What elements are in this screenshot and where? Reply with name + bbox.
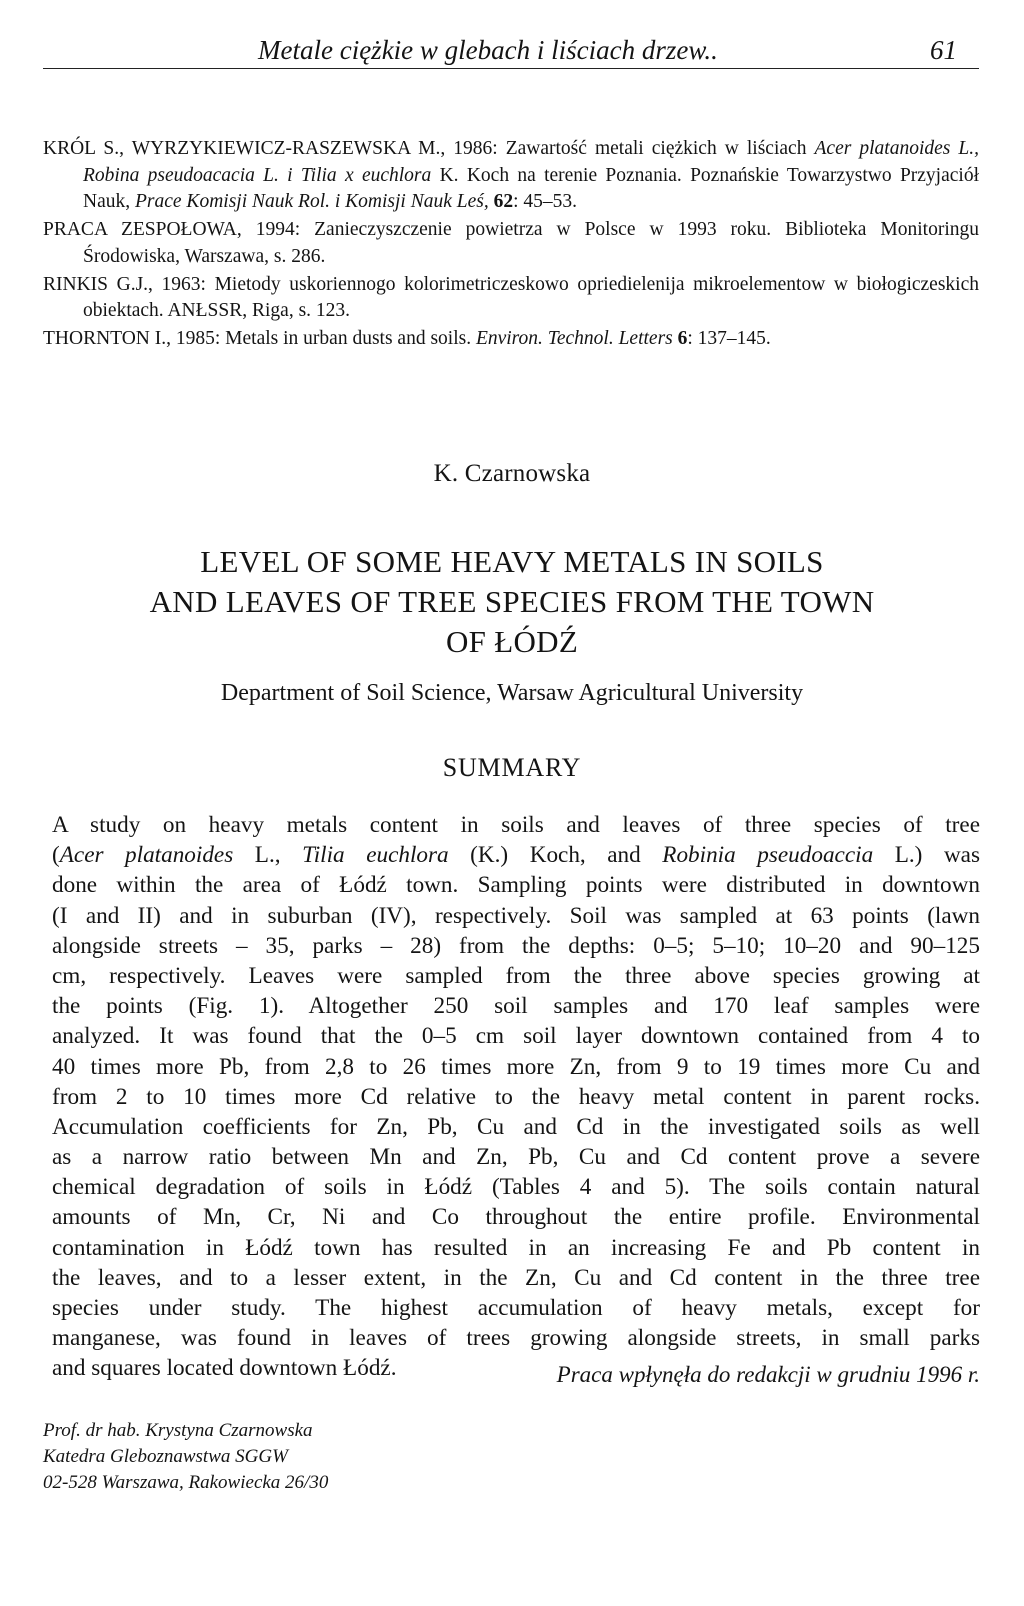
article-author: K. Czarnowska xyxy=(433,460,591,487)
summary-line xyxy=(52,931,980,961)
text-run: done within the area of Łódź town. Sampling points were distributed in downtown xyxy=(52,872,980,899)
summary-body xyxy=(52,810,980,1384)
address-line: Prof. dr hab. Krystyna Czarnowska xyxy=(43,1420,313,1441)
affiliation: Department of Soil Science, Warsaw Agricultural University xyxy=(220,680,804,706)
summary-line xyxy=(52,1052,980,1082)
text-run: L.) was xyxy=(873,842,981,869)
text-run: ( xyxy=(52,842,60,869)
text-run: Robinia pseudoaccia xyxy=(662,842,874,869)
running-head-title: Metale ciężkie w glebach i liściach drzew.. xyxy=(258,35,718,65)
text-run: from 2 to 10 times more Cd relative to the heavy metal content in parent rocks. xyxy=(52,1083,980,1110)
text-run: A study on heavy metals content in soils and leaves of three species of tree xyxy=(52,812,980,838)
reference-list xyxy=(43,136,979,354)
text-run: Acer platanoides xyxy=(59,842,234,869)
summary-line xyxy=(52,961,980,991)
summary-line xyxy=(52,1082,980,1112)
text-run: L., xyxy=(233,842,303,869)
text-run: amounts of Mn, Cr, Ni and Co throughout the entire profile. Environmental xyxy=(52,1204,980,1231)
summary-line xyxy=(52,991,980,1021)
article-title xyxy=(60,542,964,662)
page-number: 61 xyxy=(930,35,957,65)
text-run: : 137–145. xyxy=(687,328,771,349)
text-run: manganese, was found in leaves of trees growing alongside streets, in small parks xyxy=(52,1325,980,1352)
text-run: Environ. Technol. Letters xyxy=(475,328,673,349)
text-run: 62 xyxy=(493,191,514,212)
reference-entry xyxy=(43,136,979,216)
text-run: PRACA ZESPOŁOWA, 1994: Zanieczyszczenie powietrza w Polsce w 1993 roku. Biblioteka Monitoringu Środowiska, Warszawa, s. 286. xyxy=(43,219,979,267)
summary-line xyxy=(52,870,980,900)
summary-line xyxy=(52,1202,980,1232)
summary-heading: SUMMARY xyxy=(442,753,582,782)
summary-line xyxy=(52,901,980,931)
text-run: as a narrow ratio between Mn and Zn, Pb, Cu and Cd content prove a severe xyxy=(52,1144,980,1171)
running-head xyxy=(43,30,979,69)
summary-line xyxy=(52,810,980,840)
summary-line xyxy=(52,1021,980,1051)
text-run: 6 xyxy=(677,328,688,349)
text-run: Acer platanoides L., Robina pseudoacacia L. i Tilia x euchlora xyxy=(83,138,979,186)
text-run: Prace Komisji Nauk Rol. i Komisji Nauk Leś, xyxy=(135,191,489,212)
text-run: RINKIS G.J., 1963: Mietody uskoriennogo kolorimetriczeskowo opriedielenija mikroelementow w biołogiczeskich obiektach. ANŁSSR, Riga, s. 123. xyxy=(43,273,979,321)
text-run: Accumulation coefficients for Zn, Pb, Cu and Cd in the investigated soils as well xyxy=(52,1113,980,1140)
text-run: the leaves, and to a lesser extent, in the Zn, Cu and Cd content in the three tree xyxy=(52,1264,980,1291)
text-run: cm, respectively. Leaves were sampled from the three above species growing at xyxy=(52,962,980,989)
author-address xyxy=(43,1418,328,1496)
text-run: and squares located downtown Łódź. xyxy=(52,1355,397,1382)
reference-entry xyxy=(43,217,979,270)
text-run: analyzed. It was found that the 0–5 cm soil layer downtown contained from 4 to xyxy=(52,1023,980,1050)
text-run: THORNTON I., 1985: Metals in urban dusts and soils. xyxy=(43,328,476,349)
summary-line xyxy=(52,1172,980,1202)
text-run: : 45–53. xyxy=(513,191,578,212)
text-run: contamination in Łódź town has resulted in an increasing Fe and Pb content in xyxy=(52,1234,980,1261)
text-run: species under study. The highest accumulation of heavy metals, except for xyxy=(52,1295,980,1321)
summary-line xyxy=(52,1142,980,1172)
text-run: 40 times more Pb, from 2,8 to 26 times more Zn, from 9 to 19 times more Cu and xyxy=(52,1053,980,1080)
text-run: Tilia euchlora xyxy=(302,842,449,869)
summary-line xyxy=(52,1112,980,1142)
text-run: alongside streets – 35, parks – 28) from the depths: 0–5; 5–10; 10–20 and 90–125 xyxy=(52,932,980,959)
address-line: Katedra Gleboznawstwa SGGW xyxy=(43,1446,288,1467)
summary-line xyxy=(52,1233,980,1263)
text-run: chemical degradation of soils in Łódź (Tables 4 and 5). The soils contain natural xyxy=(52,1174,980,1201)
text-run: the points (Fig. 1). Altogether 250 soil samples and 170 leaf samples were xyxy=(52,993,980,1020)
article-title-line: AND LEAVES OF TREE SPECIES FROM THE TOWN xyxy=(149,584,875,619)
article-title-line: LEVEL OF SOME HEAVY METALS IN SOILS xyxy=(200,544,824,579)
text-run: KRÓL S., WYRZYKIEWICZ-RASZEWSKA M., 1986: Zawartość metali ciężkich w liściach xyxy=(43,138,815,159)
summary-line xyxy=(52,1293,980,1323)
summary-line xyxy=(52,1263,980,1293)
address-line: 02-528 Warszawa, Rakowiecka 26/30 xyxy=(43,1472,329,1493)
text-run: K. Koch na terenie Poznania. Poznańskie Towarzystwo Przyjaciół Nauk, xyxy=(83,164,979,212)
text-run: (I and II) and in suburban (IV), respectively. Soil was sampled at 63 points (lawn xyxy=(52,902,980,929)
article-title-line: OF ŁÓDŹ xyxy=(445,624,579,659)
received-note: Praca wpłynęła do redakcji w grudniu 1996 r. xyxy=(556,1362,980,1387)
reference-entry xyxy=(43,272,979,325)
summary-line xyxy=(52,1323,980,1353)
summary-line xyxy=(52,840,980,870)
text-run: (K.) Koch, and xyxy=(448,842,663,869)
reference-entry xyxy=(43,326,979,353)
